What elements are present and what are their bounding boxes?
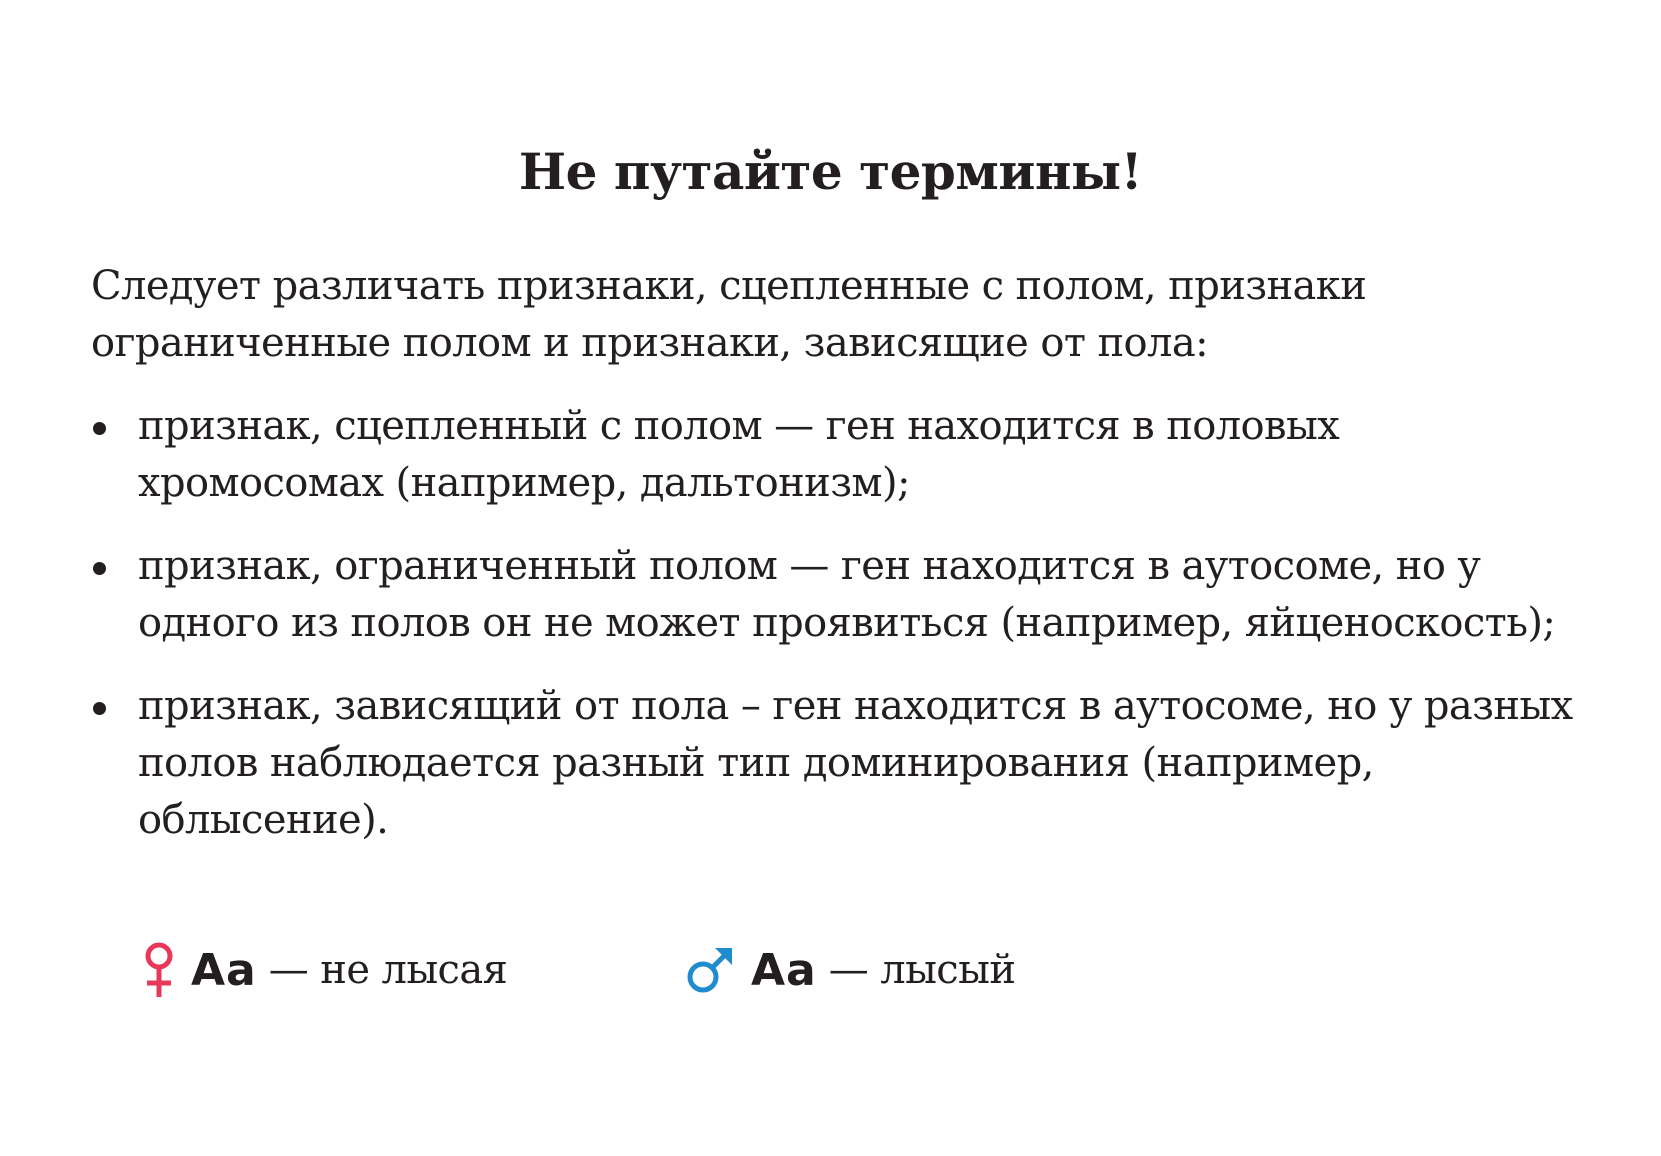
intro-paragraph: Следует различать признаки, сцепленные с полом, признаки ограниченные полом и признаки, зависящие от пола: bbox=[91, 263, 1367, 366]
list-item bbox=[91, 538, 1591, 652]
page-title: Не путайте термины! bbox=[518, 142, 1143, 201]
female-genotype: Аа bbox=[191, 944, 257, 996]
bullet-point-icon bbox=[93, 702, 106, 715]
male-example bbox=[685, 935, 1015, 1005]
female-description: — не лысая bbox=[268, 947, 508, 993]
bullet-point-icon bbox=[93, 422, 106, 435]
female-symbol-icon bbox=[143, 941, 175, 999]
male-symbol-icon bbox=[685, 945, 735, 995]
list-item-text: признак, ограниченный полом — ген находится в аутосоме, но у одного из полов он не может проявиться (например, яйценоскость); bbox=[138, 543, 1556, 646]
bullet-list bbox=[91, 398, 1591, 875]
female-example bbox=[143, 935, 507, 1005]
list-item-text: признак, зависящий от пола – ген находится в аутосоме, но у разных полов наблюдается разный тип доминирования (например, облысение). bbox=[138, 683, 1573, 843]
bullet-point-icon bbox=[93, 562, 106, 575]
list-item-text: признак, сцепленный с полом — ген находится в половых хромосомах (например, дальтонизм); bbox=[138, 403, 1340, 506]
list-item bbox=[91, 398, 1591, 512]
male-description: — лысый bbox=[828, 947, 1016, 993]
list-item bbox=[91, 678, 1591, 849]
male-genotype: Аа bbox=[751, 944, 817, 996]
